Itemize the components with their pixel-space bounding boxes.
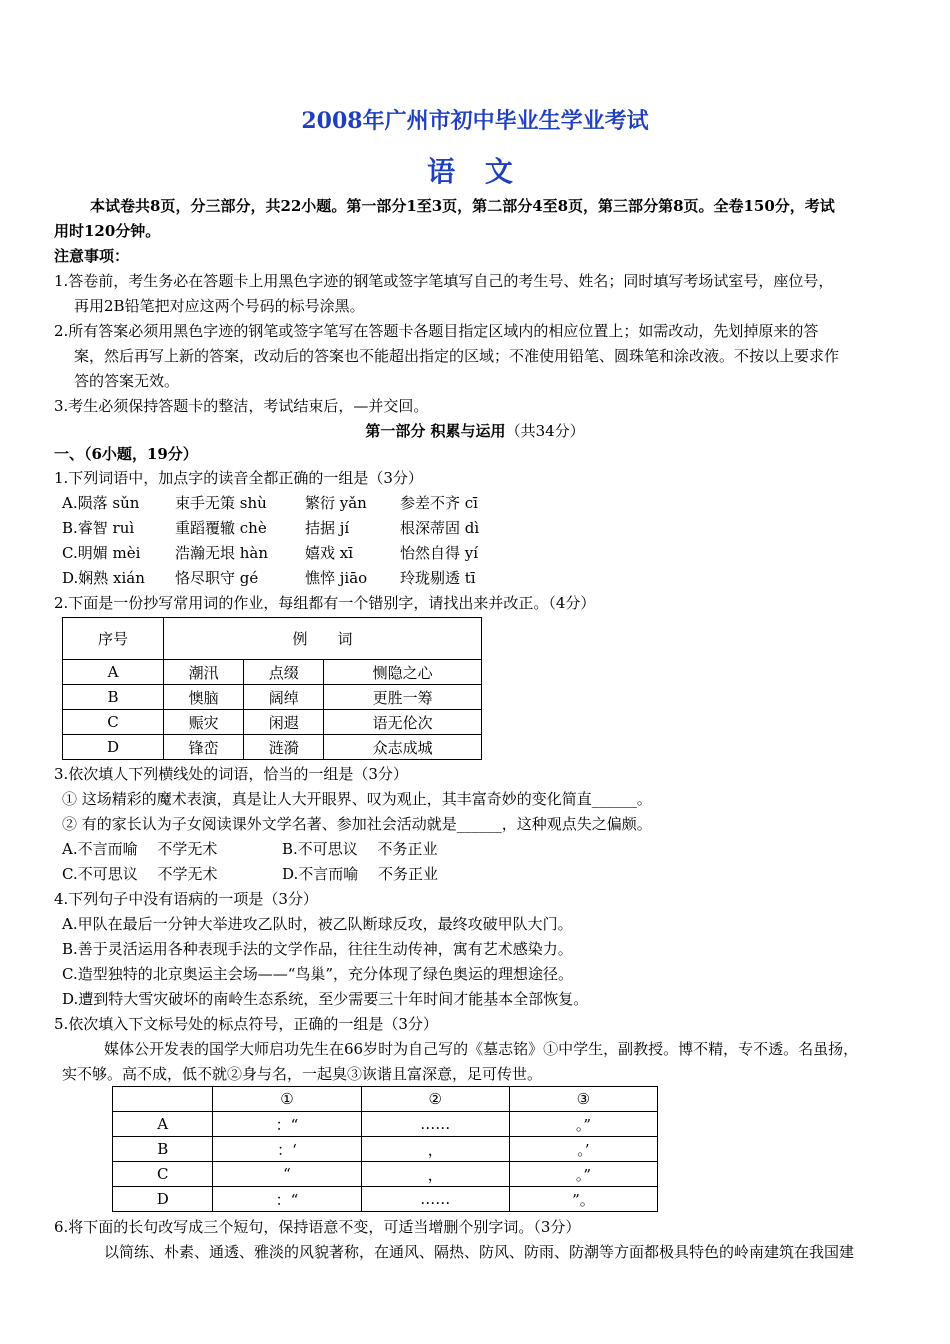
- note-2c: 答的答案无效。: [74, 372, 180, 390]
- q4-option-a: A.甲队在最后一分钟大举进攻乙队时，被乙队断球反攻，最终攻破甲队大门。: [62, 915, 573, 933]
- notes-heading: 注意事项：: [54, 247, 130, 265]
- q4-stem: 4.下列句子中没有语病的一项是（3分）: [54, 890, 318, 908]
- q3-stem: 3.依次填人下列横线处的词语，恰当的一组是（3分）: [54, 765, 408, 783]
- q5-punct-cell: ……: [361, 1112, 509, 1137]
- q5-table-row: [113, 1112, 658, 1137]
- q1-option-c-word-3: 嬉戏 xī: [305, 544, 354, 562]
- q3-option-d: D.不言而喻 不务正业: [282, 865, 439, 883]
- q5-row-label: C: [113, 1162, 213, 1187]
- q2-row-label: B: [63, 685, 164, 710]
- q5-row-label: B: [113, 1137, 213, 1162]
- q5-punct-cell: 。’: [509, 1137, 657, 1162]
- subject-title: 语 文: [427, 155, 523, 188]
- q5-punct-cell: 。”: [509, 1162, 657, 1187]
- q1-option-b-word-3: 拮据 jí: [305, 519, 350, 537]
- q1-stem: 1.下列词语中，加点字的读音全都正确的一组是（3分）: [54, 469, 423, 487]
- q5-punct-cell: ，: [361, 1162, 509, 1187]
- q5-passage-1: 媒体公开发表的国学大师启功先生在66岁时为自己写的《墓志铭》①中学生，副教授。博不精，专不透。名虽扬，: [104, 1040, 859, 1058]
- q5-punct-cell: ：‘: [213, 1137, 361, 1162]
- q5-punct-cell: ，: [361, 1137, 509, 1162]
- q2-word-cell: 众志成城: [324, 735, 482, 760]
- q6-passage-1: 以简练、朴素、通透、雅淡的风貌著称，在通风、隔热、防风、防雨、防潮等方面都极具特色的岭南建筑在我国建: [104, 1243, 855, 1261]
- q5-table-header: [113, 1087, 658, 1112]
- q3-option-a: A.不言而喻 不学无术: [62, 840, 218, 858]
- q2-stem: 2.下面是一份抄写常用词的作业，每组都有一个错别字，请找出来并改正。（4分）: [54, 594, 596, 612]
- q5-row-label: D: [113, 1187, 213, 1212]
- part1-heading: [0, 419, 950, 444]
- q5-punct-cell: 。”: [509, 1112, 657, 1137]
- q2-word-cell: 赈灾: [164, 710, 244, 735]
- q2-word-cell: 恻隐之心: [324, 660, 482, 685]
- q2-table: [62, 617, 482, 760]
- q5-punct-cell: “: [213, 1162, 361, 1187]
- q3-sentence-1: ① 这场精彩的魔术表演，真是让人大开眼界、叹为观止，其丰富奇妙的变化简直______。: [62, 790, 652, 808]
- q3-sentence-2: ② 有的家长认为子女阅读课外文学名著、参加社会活动就是______，这种观点失之偏颇。: [62, 815, 652, 833]
- q2-table-row: [63, 660, 482, 685]
- q2-word-cell: 涟漪: [244, 735, 324, 760]
- q2-row-label: C: [63, 710, 164, 735]
- q3-option-c: C.不可思议 不学无术: [62, 865, 218, 883]
- q5-table: [112, 1086, 658, 1212]
- q1-option-a-word-3: 繁衍 yǎn: [305, 494, 367, 512]
- q4-option-b: B.善于灵活运用各种表现手法的文学作品，往往生动传神，寓有艺术感染力。: [62, 940, 573, 958]
- q1-option-a-word-4: 参差不齐 cī: [400, 494, 478, 512]
- q2-row-label: A: [63, 660, 164, 685]
- q2-word-cell: 闲遐: [244, 710, 324, 735]
- note-3: 3.考生必须保持答题卡的整洁，考试结束后，—并交回。: [54, 397, 429, 415]
- note-2b: 案，然后再写上新的答案，改动后的答案也不能超出指定的区域；不准使用铅笔、圆珠笔和涂改液。不按以上要求作: [74, 347, 840, 365]
- note-1b: 再用2B铅笔把对应这两个号码的标号涂黑。: [74, 297, 365, 315]
- q2-table-row: [63, 735, 482, 760]
- q2-row-label: D: [63, 735, 164, 760]
- q5-head-cell: ①: [213, 1087, 361, 1112]
- q3-option-b: B.不可思议 不务正业: [282, 840, 438, 858]
- q1-option-a-word-2: 束手无策 shù: [175, 494, 267, 512]
- q5-table-row: [113, 1137, 658, 1162]
- q2-table-row: [63, 685, 482, 710]
- q1-option-c-word-4: 怡然自得 yí: [400, 544, 479, 562]
- q5-table-row: [113, 1187, 658, 1212]
- q5-table-row: [113, 1162, 658, 1187]
- exam-title: 2008年广州市初中毕业生学业考试: [301, 108, 649, 134]
- q1-option-d-word-1: D.娴熟 xián: [62, 569, 145, 587]
- q2-word-cell: 懊脑: [164, 685, 244, 710]
- q2-word-cell: 更胜一筹: [324, 685, 482, 710]
- q1-option-a-word-1: A.陨落 sǔn: [62, 494, 140, 512]
- q1-option-d-word-4: 玲珑剔透 tī: [400, 569, 476, 587]
- q2-table-row: [63, 710, 482, 735]
- q5-passage-2: 实不够。高不成，低不就②身与名，一起臭③诙谐且富深意，足可传世。: [62, 1065, 543, 1083]
- q5-punct-cell: ”。: [509, 1187, 657, 1212]
- q5-punct-cell: ：“: [213, 1112, 361, 1137]
- q5-stem: 5.依次填入下文标号处的标点符号，正确的一组是（3分）: [54, 1015, 438, 1033]
- note-1a: 1.答卷前，考生务必在答题卡上用黑色字迹的钢笔或签字笔填写自己的考生号、姓名；同时填写考场试室号，座位号，: [54, 272, 834, 290]
- q2-word-cell: 语无伦次: [324, 710, 482, 735]
- q1-option-c-word-1: C.明媚 mèi: [62, 544, 141, 562]
- q2-head-words: 例 词: [164, 618, 482, 660]
- q5-punct-cell: ：“: [213, 1187, 361, 1212]
- q2-word-cell: 点缀: [244, 660, 324, 685]
- q5-head-cell: [113, 1087, 213, 1112]
- q1-option-c-word-2: 浩瀚无垠 hàn: [175, 544, 269, 562]
- q1-option-b-word-4: 根深蒂固 dì: [400, 519, 480, 537]
- part1-title: 第一部分 积累与运用: [365, 422, 506, 440]
- q2-head-no: 序号: [63, 618, 164, 660]
- intro-line-1: 本试卷共8页，分三部分，共22小题。第一部分1至3页，第二部分4至8页，第三部分第8页。全卷150分，考试: [90, 197, 835, 215]
- intro-line-2: 用时120分钟。: [54, 222, 161, 240]
- q5-row-label: A: [113, 1112, 213, 1137]
- q2-word-cell: 潮汛: [164, 660, 244, 685]
- q2-word-cell: 阔绰: [244, 685, 324, 710]
- q6-stem: 6.将下面的长句改写成三个短句，保持语意不变，可适当增删个别字词。（3分）: [54, 1218, 581, 1236]
- q5-head-cell: ②: [361, 1087, 509, 1112]
- note-2a: 2.所有答案必须用黑色字迹的钢笔或签字笔写在答题卡各题目指定区域内的相应位置上；如需改动，先划掉原来的答: [54, 322, 819, 340]
- q1-option-b-word-1: B.睿智 ruì: [62, 519, 135, 537]
- q2-word-cell: 锋峦: [164, 735, 244, 760]
- part1-score: （共34分）: [505, 422, 585, 440]
- q1-option-d-word-2: 恪尽职守 gé: [175, 569, 259, 587]
- q5-punct-cell: ……: [361, 1187, 509, 1212]
- section-heading: 一、（6小题，19分）: [54, 445, 198, 463]
- q5-head-cell: ③: [509, 1087, 657, 1112]
- q1-option-b-word-2: 重蹈覆辙 chè: [175, 519, 267, 537]
- q1-option-d-word-3: 憔悴 jiāo: [305, 569, 368, 587]
- q4-option-c: C.造型独特的北京奥运主会场——“鸟巢”，充分体现了绿色奥运的理想途径。: [62, 965, 574, 983]
- q4-option-d: D.遭到特大雪灾破坏的南岭生态系统，至少需要三十年时间才能基本全部恢复。: [62, 990, 589, 1008]
